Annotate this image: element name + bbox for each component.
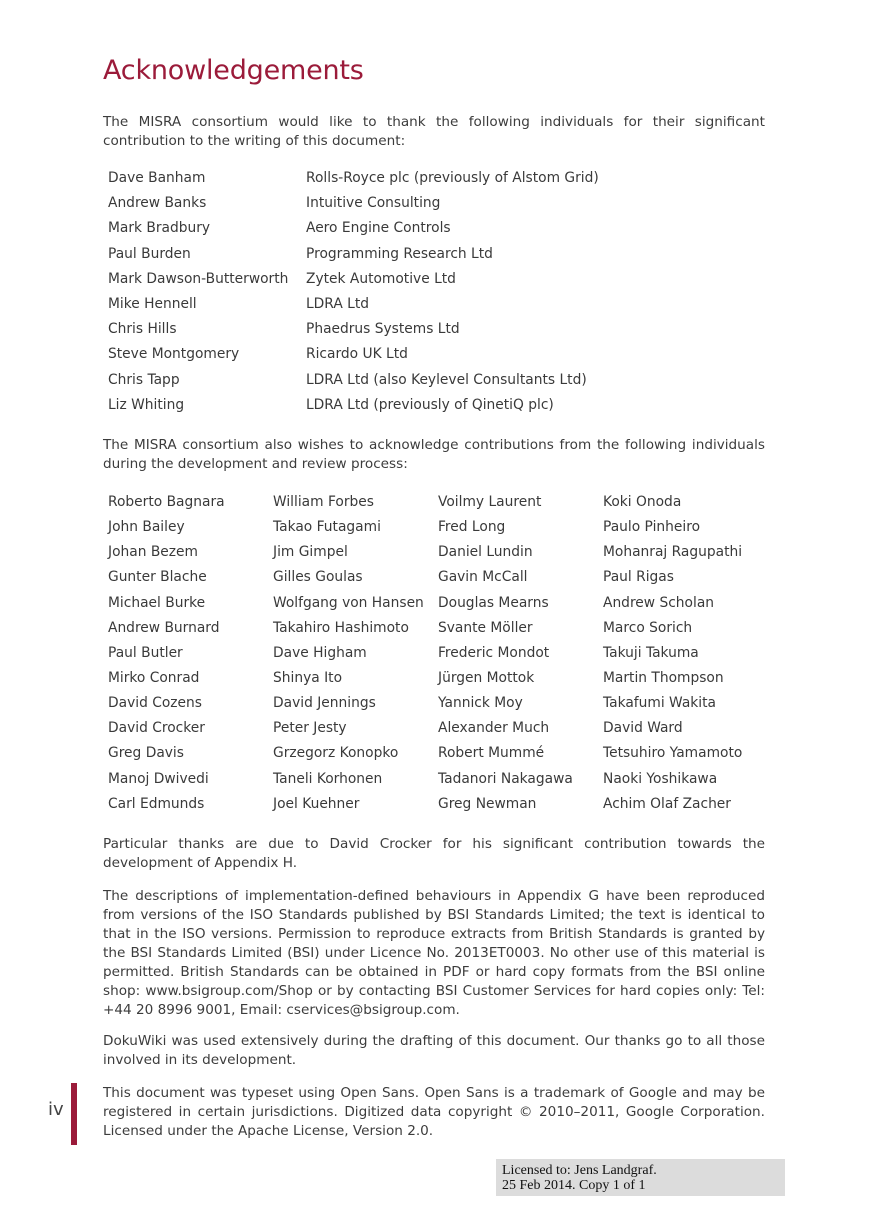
contributor-row [108, 342, 599, 367]
reviewer-name: Jim Gimpel [273, 544, 348, 561]
reviewer-name: Paul Rigas [603, 569, 674, 586]
reviewer-name: David Cozens [108, 695, 202, 712]
reviewer-name: Daniel Lundin [438, 544, 533, 561]
typeset-paragraph: This document was typeset using Open Sans. Open Sans is a trademark of Google and may be registered in certain jurisdictions. Digitized data copyright © 2010–2011, Google Corporation. Licensed under the Apache License, Version 2.0. [103, 1085, 765, 1139]
reviewer-name: Douglas Mearns [438, 594, 549, 611]
reviewer-name: Manoj Dwivedi [108, 770, 209, 787]
reviewer-name: Takahiro Hashimoto [273, 619, 409, 636]
contributor-organisation: Aero Engine Controls [306, 220, 451, 237]
reviewer-name: Gunter Blache [108, 569, 207, 586]
reviewer-name: Paulo Pinheiro [603, 519, 701, 536]
contributor-name: Mike Hennell [108, 295, 197, 312]
reviewer-name: Mirko Conrad [108, 669, 200, 686]
contributor-name: Andrew Banks [108, 195, 207, 212]
contributor-row [108, 191, 599, 216]
reviewer-name: John Bailey [108, 519, 185, 536]
intro-paragraph: The MISRA consortium would like to thank the following individuals for their significant contribution to the writing of this document: [103, 114, 765, 149]
reviewer-name: Frederic Mondot [438, 644, 550, 661]
contributor-organisation: LDRA Ltd [306, 295, 370, 312]
reviewer-name: Greg Davis [108, 745, 184, 762]
reviewer-name: Tetsuhiro Yamamoto [603, 745, 743, 762]
reviewer-name: Grzegorz Konopko [273, 745, 399, 762]
reviewer-name: Paul Butler [108, 644, 183, 661]
reviewer-name: Carl Edmunds [108, 795, 205, 812]
reviewer-name: Greg Newman [438, 795, 537, 812]
reviewer-name: Achim Olaf Zacher [603, 795, 731, 812]
contributor-row [108, 393, 599, 418]
reviewer-name: Peter Jesty [273, 720, 347, 737]
reviewer-name: Mohanraj Ragupathi [603, 544, 743, 561]
contributor-row [108, 317, 599, 342]
thanks-paragraph: Particular thanks are due to David Crocker for his significant contribution towards the development of Appendix H. [103, 836, 765, 871]
reviewer-name: Voilmy Laurent [438, 494, 542, 510]
reviewer-name: Martin Thompson [603, 669, 724, 686]
contributor-name: Chris Tapp [108, 371, 180, 388]
contributor-name: Mark Dawson-Butterworth [108, 270, 289, 287]
reviewer-name: Shinya Ito [273, 669, 343, 686]
license-line-2: 25 Feb 2014. Copy 1 of 1 [502, 1178, 646, 1193]
contributor-name: Mark Bradbury [108, 220, 211, 237]
reviewer-name: Naoki Yoshikawa [603, 770, 718, 787]
contributor-name: Paul Burden [108, 245, 191, 262]
page-number: iv [48, 1099, 64, 1120]
license-line-1: Licensed to: Jens Landgraf. [502, 1163, 657, 1178]
contributor-organisation: Zytek Automotive Ltd [306, 270, 456, 287]
reviewers-grid [108, 490, 768, 817]
contributor-row [108, 292, 599, 317]
reviewer-name: Roberto Bagnara [108, 494, 225, 510]
contributor-organisation: Intuitive Consulting [306, 195, 441, 212]
contributor-organisation: Rolls-Royce plc (previously of Alstom Grid) [306, 170, 599, 186]
contributor-organisation: Ricardo UK Ltd [306, 346, 408, 363]
contributor-organisation: LDRA Ltd (previously of QinetiQ plc) [306, 396, 554, 413]
reviewer-name: Takafumi Wakita [603, 695, 716, 712]
contributor-organisation: Programming Research Ltd [306, 245, 493, 262]
reviewer-name: Taneli Korhonen [273, 770, 383, 787]
reviewer-name: Svante Möller [438, 619, 533, 636]
page-margin-bar [71, 1083, 77, 1145]
iso-paragraph: The descriptions of implementation-defined behaviours in Appendix G have been reproduced from versions of the ISO Standards published by BSI Standards Limited; the text is identical to that in the ISO versions. Permission to reproduce extracts from British Standards is granted by the BSI Standards Limited (BSI) under Licence No. 2013ET0003. No other use of this material is permitted. British Standards can be obtained in PDF or hard copy formats from the BSI online shop: www.bsigroup.com/Shop or by contacting BSI Customer Services for hard copies only: Tel: +44 20 8996 9001, Email: cservices@bsigroup.com. [103, 888, 765, 1018]
contributors-table [108, 166, 599, 418]
contributor-name: Chris Hills [108, 321, 177, 338]
reviewer-name: Gavin McCall [438, 569, 528, 586]
reviewer-name: Takuji Takuma [603, 644, 699, 661]
contributor-row [108, 368, 599, 393]
reviewer-name: Alexander Much [438, 720, 550, 737]
reviewer-name: Fred Long [438, 519, 506, 536]
contributor-name: Steve Montgomery [108, 346, 240, 363]
reviewer-name: Wolfgang von Hansen [273, 594, 424, 611]
reviewer-name: Takao Futagami [273, 519, 381, 536]
reviewer-name: Johan Bezem [108, 544, 198, 561]
contributor-organisation: LDRA Ltd (also Keylevel Consultants Ltd) [306, 371, 587, 388]
reviewer-name: Andrew Burnard [108, 619, 220, 636]
reviewer-name: Marco Sorich [603, 619, 693, 636]
reviewer-name: Joel Kuehner [273, 795, 360, 812]
contributor-name: Dave Banham [108, 170, 206, 186]
reviewer-name: Gilles Goulas [273, 569, 363, 586]
reviewer-name: David Crocker [108, 720, 205, 737]
reviewer-name: Koki Onoda [603, 494, 682, 510]
contributor-name: Liz Whiting [108, 396, 185, 413]
reviewer-name: David Ward [603, 720, 683, 737]
reviewer-name: Jürgen Mottok [438, 669, 535, 686]
reviewer-name: Michael Burke [108, 594, 206, 611]
dokuwiki-paragraph: DokuWiki was used extensively during the drafting of this document. Our thanks go to all those involved in its development. [103, 1033, 765, 1068]
reviewer-name: Tadanori Nakagawa [438, 770, 573, 787]
review-paragraph: The MISRA consortium also wishes to acknowledge contributions from the following individuals during the development and review process: [103, 437, 765, 472]
reviewer-name: David Jennings [273, 695, 376, 712]
reviewer-name: Robert Mummé [438, 745, 545, 762]
contributor-row [108, 267, 599, 292]
page-title: Acknowledgements [103, 55, 364, 86]
reviewer-name: Yannick Moy [438, 695, 523, 712]
contributor-row [108, 242, 599, 267]
reviewer-name: William Forbes [273, 494, 374, 510]
reviewer-name: Dave Higham [273, 644, 367, 661]
license-stamp [496, 1159, 785, 1196]
reviewer-name: Andrew Scholan [603, 594, 715, 611]
contributor-row [108, 166, 599, 191]
contributor-organisation: Phaedrus Systems Ltd [306, 321, 460, 338]
contributor-row [108, 216, 599, 241]
